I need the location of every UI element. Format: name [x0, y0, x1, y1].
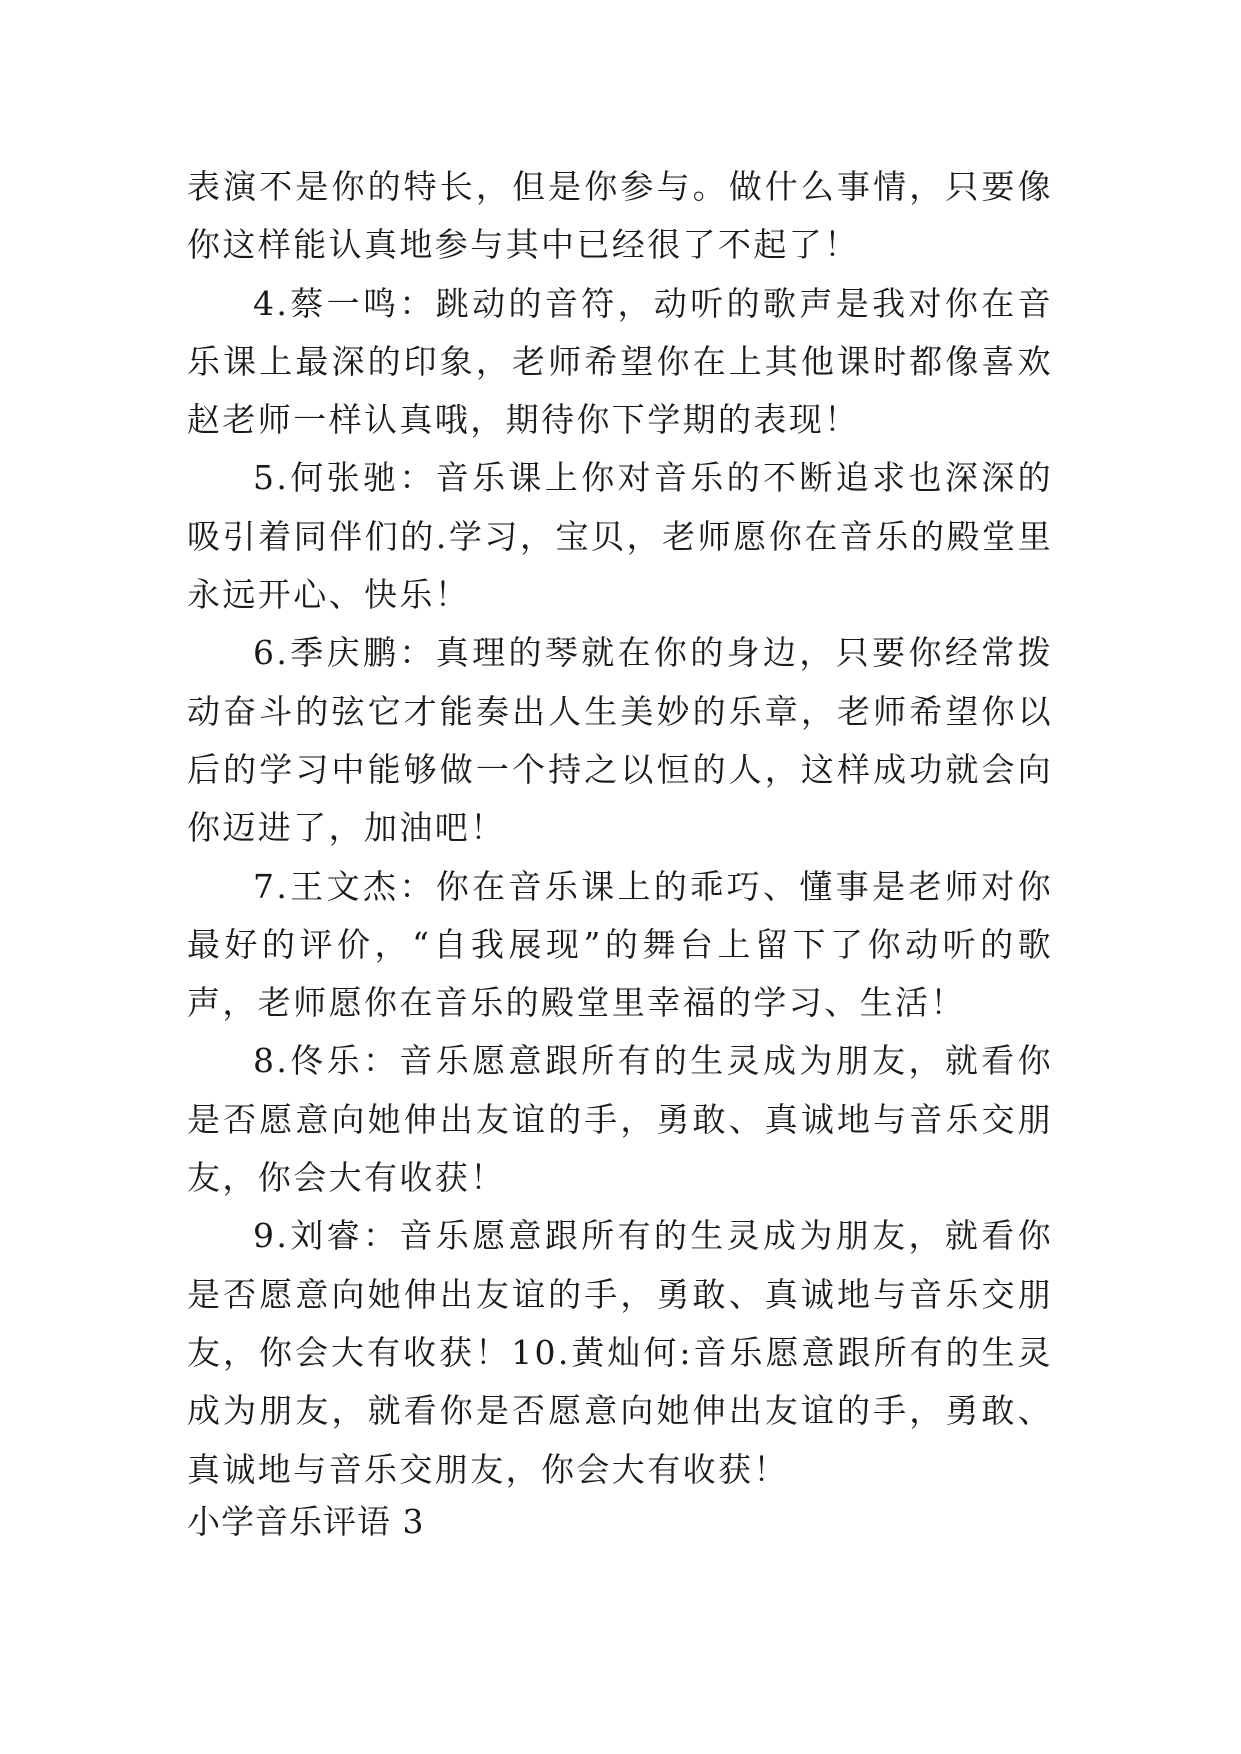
- paragraph-continuation: 表演不是你的特长，但是你参与。做什么事情，只要像你这样能认真地参与其中已经很了不起了！: [187, 167, 1053, 265]
- paragraph-comment-4: 4.蔡一鸣：跳动的音符，动听的歌声是我对你在音乐课上最深的印象，老师希望你在上其他课时都像喜欢赵老师一样认真哦，期待你下学期的表现！: [187, 283, 1053, 440]
- paragraph-comment-6: 6.季庆鹏：真理的琴就在你的身边，只要你经常拨动奋斗的弦它才能奏出人生美妙的乐章，老师希望你以后的学习中能够做一个持之以恒的人，这样成功就会向你迈进了，加油吧！: [187, 633, 1053, 848]
- paragraph-comment-7: 7.王文杰：你在音乐课上的乖巧、懂事是老师对你最好的评价，“自我展现”的舞台上留下了你动听的歌声，老师愿你在音乐的殿堂里幸福的学习、生活！: [187, 866, 1053, 1023]
- body-text: [187, 158, 1053, 1499]
- section-heading: 小学音乐评语 3: [187, 1502, 425, 1541]
- paragraph-comment-9-10: 9.刘睿：音乐愿意跟所有的生灵成为朋友，就看你是否愿意向她伸出友谊的手，勇敢、真诚地与音乐交朋友，你会大有收获！10.黄灿何:音乐愿意跟所有的生灵成为朋友，就看你是否愿意向她伸出友谊的手，勇敢、真诚地与音乐交朋友，你会大有收获！: [187, 1216, 1053, 1489]
- paragraph-comment-5: 5.何张驰：音乐课上你对音乐的不断追求也深深的吸引着同伴们的.学习，宝贝，老师愿你在音乐的殿堂里永远开心、快乐！: [187, 458, 1053, 615]
- paragraph-comment-8: 8.佟乐：音乐愿意跟所有的生灵成为朋友，就看你是否愿意向她伸出友谊的手，勇敢、真诚地与音乐交朋友，你会大有收获！: [187, 1041, 1053, 1198]
